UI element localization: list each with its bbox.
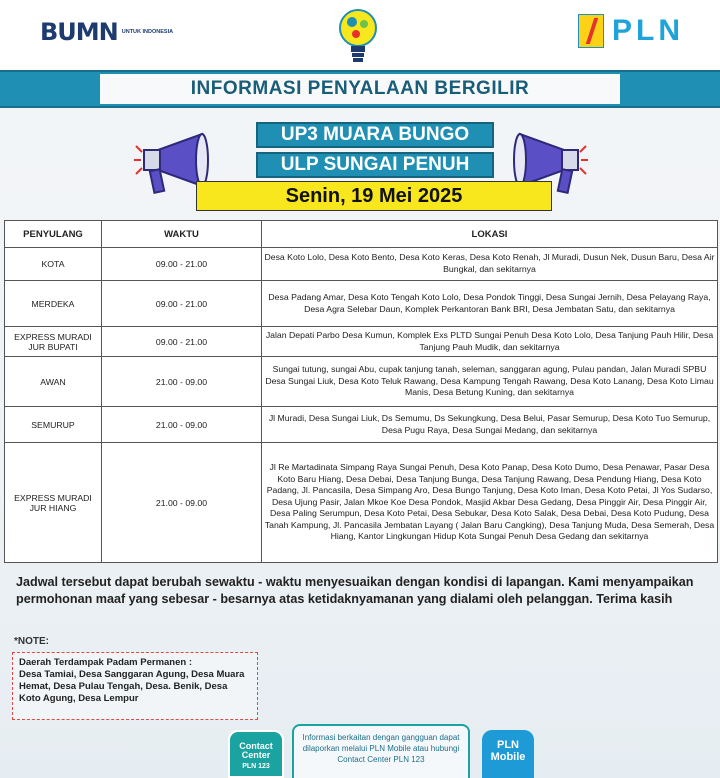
lightbulb-icon [336,4,380,66]
penyulang-cell: EXPRESS MURADI JUR HIANG [5,443,102,563]
table-row [5,281,718,327]
column-header-lokasi: LOKASI [262,221,718,248]
waktu-cell: 21.00 - 09.00 [102,357,262,407]
pln-logo [578,14,684,48]
waktu-cell: 21.00 - 09.00 [102,443,262,563]
page-title: INFORMASI PENYALAAN BERGILIR [100,74,620,104]
table-row [5,327,718,357]
top-header [0,0,720,70]
lokasi-cell: Jl Re Martadinata Simpang Raya Sungai Penuh, Desa Koto Panap, Desa Koto Dumo, Desa Penawar, Pasar Desa Koto Baru Hiang, Desa Debai, Desa Tanjung Bunga, Desa Tanjung Rawang, Desa Pendung Hiang, Desa Koto Padang, Jl. Pancasila, Desa Simpang Aro, Desa Bungo Tanjung, Desa Koto Iman, Desa Koto Petai, Jl Yos Sudarso, Desa Ujung Pasir, Jalan Mkoe Koe Desa Pondok, Masjid Akbar Desa Gedang, Desa Pinggir Air, Desa Pinggir Air, Desa Paling Serumpun, Desa Koto Petai, Desa Sebukar, Desa Koto Salak, Desa Debai, Desa Koto Pudung, Desa Tanah Kampung, Jl. Pancasila Jembatan Layang ( Jalan Baru Cangking), Desa Tanjung Muda, Desa Semerah, Desa Hiang, Kantor Lingkungan Hidup Kota Sungai Penuh Desa Gedang dan sekitarnya [262,443,718,563]
penyulang-cell: EXPRESS MURADI JUR BUPATI [5,327,102,357]
schedule-table [4,220,718,563]
pln-mobile-badge: PLN Mobile [482,730,534,778]
bumn-tagline: UNTUK INDONESIA [121,28,174,35]
waktu-cell: 09.00 - 21.00 [102,327,262,357]
note-title: Daerah Terdampak Padam Permanen : [19,657,193,668]
waktu-cell: 21.00 - 09.00 [102,407,262,443]
penyulang-cell: AWAN [5,357,102,407]
ulp-label: ULP SUNGAI PENUH [256,152,494,178]
lokasi-cell: Desa Padang Amar, Desa Koto Tengah Koto Lolo, Desa Pondok Tinggi, Desa Sungai Jernih, Desa Pelayang Raya, Desa Agra Selebar Daun, Komplek Perkantoran Bank BRI, Desa Jembatan Satu, dan sekitarnya [262,281,718,327]
note-box [12,652,258,720]
pln-lightning-icon [578,14,604,48]
bumn-logo [40,18,173,46]
lokasi-cell: Sungai tutung, sungai Abu, cupak tanjung tanah, seleman, sanggaran agung, Pulau pandan, Jalan Muradi SPBU Desa Sungai Liuk, Desa Koto Teluk Rawang, Desa Kampung Tengah Rawang, Desa Koto Lanang, Desa Koto Limau Manis, Desa Betung Kuning, dan sekitarnya [262,357,718,407]
contact-center-label: Contact Center [239,741,273,760]
table-row [5,443,718,563]
pln-logo-text: PLN [612,14,684,47]
column-header-waktu: WAKTU [102,221,262,248]
waktu-cell: 09.00 - 21.00 [102,281,262,327]
contact-center-badge [228,730,284,778]
penyulang-cell: SEMURUP [5,407,102,443]
lokasi-cell: Desa Koto Lolo, Desa Koto Bento, Desa Koto Keras, Desa Koto Renah, Jl Muradi, Dusun Nek, Dusun Baru, Desa Air Bungkal, dan sekitarnya [262,248,718,281]
waktu-cell: 09.00 - 21.00 [102,248,262,281]
lokasi-cell: Jalan Depati Parbo Desa Kumun, Komplek Exs PLTD Sungai Penuh Desa Koto Lolo, Desa Tanjung Pauh Hilir, Desa Tanjung Pauh Mudik, dan sekitarnya [262,327,718,357]
penyulang-cell: MERDEKA [5,281,102,327]
title-banner [0,70,720,108]
lokasi-cell: Jl Muradi, Desa Sungai Liuk, Ds Semumu, Ds Sekungkung, Desa Belui, Pasar Semurup, Desa Koto Tuo Semurup, Desa Pugu Raya, Desa Sungai Medang, dan sekitarnya [262,407,718,443]
table-row [5,248,718,281]
note-label: *NOTE: [14,636,49,647]
column-header-penyulang: PENYULANG [5,221,102,248]
table-header-row [5,221,718,248]
bumn-logo-text: BUMN [40,18,118,46]
disclaimer-text: Jadwal tersebut dapat berubah sewaktu - waktu menyesuaikan dengan kondisi di lapangan. Kami menyampaikan permohonan maaf yang sebesar - besarnya atas ketidaknyamanan yang dialami oleh pelanggan. Terima kasih [16,575,694,606]
note-body: Desa Tamiai, Desa Sanggaran Agung, Desa Muara Hemat, Desa Pulau Tengah, Desa. Benik, Desa Koto Agung, Desa Lempur [19,669,245,704]
schedule-date: Senin, 19 Mei 2025 [196,181,552,211]
contact-center-number: PLN 123 [242,763,270,770]
table-row [5,407,718,443]
up3-label: UP3 MUARA BUNGO [256,122,494,148]
table-row [5,357,718,407]
contact-info-box: Informasi berkaitan dengan gangguan dapat dilaporkan melalui PLN Mobile atau hubungi Contact Center PLN 123 [292,724,470,778]
penyulang-cell: KOTA [5,248,102,281]
